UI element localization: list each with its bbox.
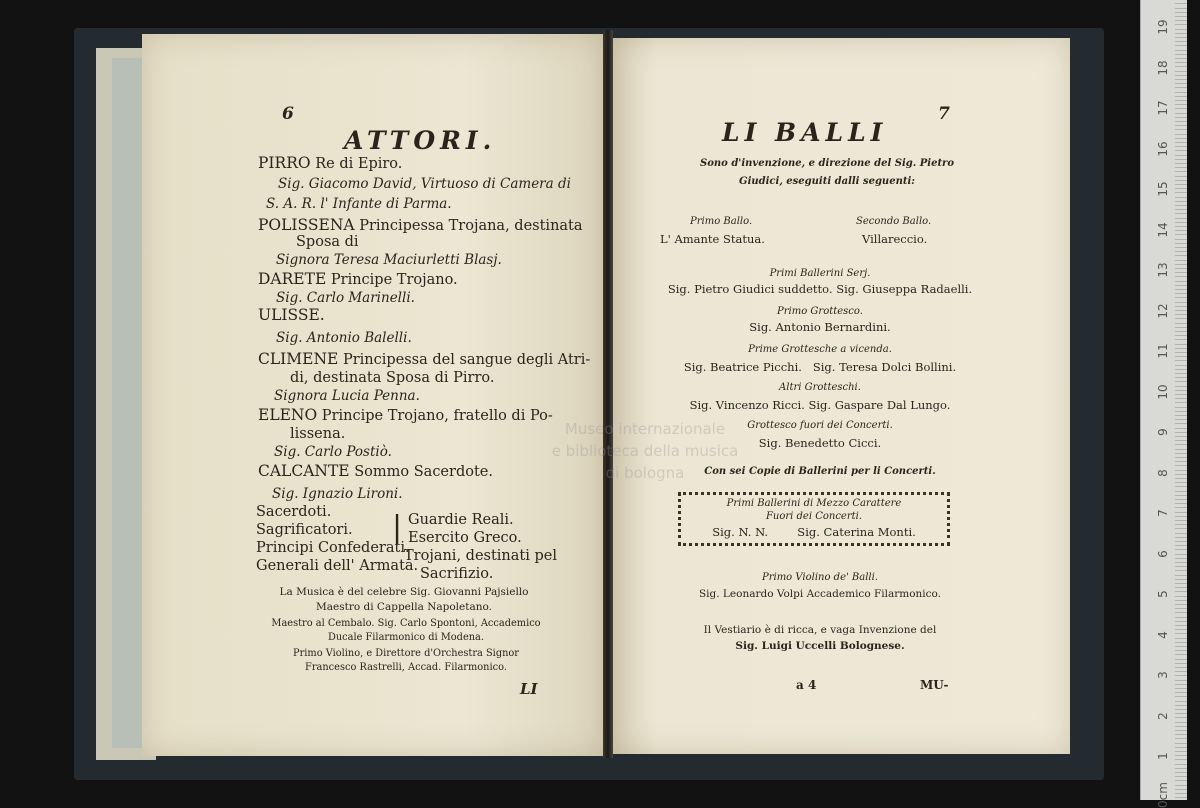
role-line: DARETE Principe Trojano. <box>258 270 458 288</box>
role-line: ELENO Principe Trojano, fratello di Po- <box>258 406 553 424</box>
ruler-number: 14 <box>1156 221 1170 238</box>
extras-line: Sagrificatori. <box>256 522 353 538</box>
left-catchword: LI <box>520 680 538 698</box>
ruler-number: 10 <box>1156 383 1170 400</box>
costume-line: Sig. Luigi Uccelli Bolognese. <box>735 640 905 652</box>
left-page-number: 6 <box>282 104 294 124</box>
ruler-number: 13 <box>1156 262 1170 278</box>
section-names: Sig. Benedetto Cicci. <box>758 436 882 450</box>
signature-mark: a 4 <box>796 678 817 692</box>
book-gutter <box>603 30 613 758</box>
cast-line: Sig. Giacomo David, Virtuoso di Camera di <box>278 176 571 192</box>
ruler-number: 17 <box>1156 100 1170 116</box>
ruler-number: 4 <box>1156 630 1170 639</box>
cast-line: Sig. Ignazio Lironi. <box>272 486 403 502</box>
ruler-number: 2 <box>1156 711 1170 720</box>
second-ballet-label: Secondo Ballo. <box>856 216 932 227</box>
credit-line: Maestro di Cappella Napoletano. <box>316 601 492 613</box>
ruler-number: 1 <box>1156 752 1170 760</box>
extras-line: Sacrifizio. <box>420 566 494 582</box>
right-page-number: 7 <box>938 104 950 124</box>
first-ballet-title: L' Amante Statua. <box>660 232 765 246</box>
cast-line: Signora Teresa Maciurletti Blasj. <box>276 252 502 268</box>
ruler-number: 19 <box>1156 19 1170 35</box>
ruler-number: 8 <box>1156 468 1170 477</box>
ruler-number: 11 <box>1156 343 1170 359</box>
credit-line: La Musica è del celebre Sig. Giovanni Pajsiello <box>279 586 529 598</box>
role-line-cont: di, destinata Sposa di Pirro. <box>290 370 495 386</box>
section-names: Sig. Vincenzo Ricci. Sig. Gaspare Dal Lungo. <box>689 398 951 412</box>
cast-line: Signora Lucia Penna. <box>274 388 420 404</box>
cast-line: Sig. Antonio Balelli. <box>276 330 412 346</box>
ruler-number: 3 <box>1156 671 1170 679</box>
right-page-heading: LI BALLI <box>722 118 888 147</box>
section-names: Sig. Antonio Bernardini. <box>749 320 891 334</box>
credit-line: Maestro al Cembalo. Sig. Carlo Spontoni, Accademico <box>271 618 541 629</box>
box-line: Primi Ballerini di Mezzo Carattere <box>726 498 902 509</box>
ruler-number: 0cm <box>1156 781 1170 808</box>
extras-line: Trojani, destinati pel <box>404 548 557 564</box>
box-names: Sig. N. N. Sig. Caterina Monti. <box>712 525 916 539</box>
ruler-number: 12 <box>1156 302 1170 319</box>
cast-line: Sig. Carlo Postiò. <box>274 444 392 460</box>
section-names: Sig. Pietro Giudici suddetto. Sig. Giuseppa Radaelli. <box>667 282 973 296</box>
box-line: Fuori dei Concerti. <box>765 511 863 522</box>
first-ballet-label: Primo Ballo. <box>690 216 753 227</box>
left-page-heading: ATTORI. <box>344 126 497 155</box>
second-ballet-title: Villareccio. <box>862 232 928 246</box>
role-line: PIRRO Re di Epiro. <box>258 154 403 172</box>
role-line: ULISSE. <box>258 306 325 324</box>
section-label: Grottesco fuori dei Concerti. <box>747 420 893 431</box>
library-watermark: Museo internazionale e biblioteca della musica di bologna <box>551 420 739 482</box>
section-label: Prime Grottesche a vicenda. <box>748 344 892 355</box>
credit-line: Primo Violino, e Direttore d'Orchestra Signor <box>293 648 519 659</box>
violin-name: Sig. Leonardo Volpi Accademico Filarmonico. <box>698 588 942 600</box>
ruler-number: 7 <box>1156 509 1170 517</box>
ruler-number: 16 <box>1156 140 1170 157</box>
role-line: CLIMENE Principessa del sangue degli Atri- <box>258 350 591 368</box>
section-names: Sig. Beatrice Picchi. Sig. Teresa Dolci Bollini. <box>683 360 957 374</box>
section-label: Primi Ballerini Serj. <box>769 268 871 279</box>
section-label: Altri Grotteschi. <box>779 382 861 393</box>
ruler-number: 18 <box>1156 59 1170 76</box>
costume-line: Il Vestiario è di ricca, e vaga Invenzione del <box>703 624 937 636</box>
extras-line: Esercito Greco. <box>408 530 522 546</box>
ruler-number: 15 <box>1156 181 1170 197</box>
extras-line: Generali dell' Armata. <box>256 558 419 574</box>
right-catchword: MU- <box>920 678 949 692</box>
cast-line: S. A. R. l' Infante di Parma. <box>266 196 452 212</box>
credit-line: Francesco Rastrelli, Accad. Filarmonico. <box>305 662 507 673</box>
ruler-number: 6 <box>1156 549 1170 558</box>
role-line: POLISSENA Principessa Trojana, destinata <box>258 216 583 234</box>
role-line-cont: Sposa di <box>296 234 359 250</box>
ruler-number: 5 <box>1156 590 1170 598</box>
role-line: CALCANTE Sommo Sacerdote. <box>258 462 493 480</box>
section-label: Primo Grottesco. <box>777 306 863 317</box>
role-line-cont: lissena. <box>290 426 346 442</box>
cast-line: Sig. Carlo Marinelli. <box>276 290 415 306</box>
extras-line: Principi Confederati. <box>256 540 410 556</box>
violin-label: Primo Violino de' Balli. <box>761 572 879 583</box>
credit-line: Ducale Filarmonico di Modena. <box>327 632 485 643</box>
brace-divider: | <box>392 510 403 545</box>
intro-line: Giudici, eseguiti dalli seguenti: <box>739 176 915 187</box>
extras-line: Guardie Reali. <box>408 512 514 528</box>
corps-line: Con sei Copie di Ballerini per li Concerti. <box>704 466 936 477</box>
ruler-number: 9 <box>1156 428 1170 436</box>
extras-line: Sacerdoti. <box>256 504 332 520</box>
intro-line: Sono d'invenzione, e direzione del Sig. Pietro <box>700 158 954 169</box>
